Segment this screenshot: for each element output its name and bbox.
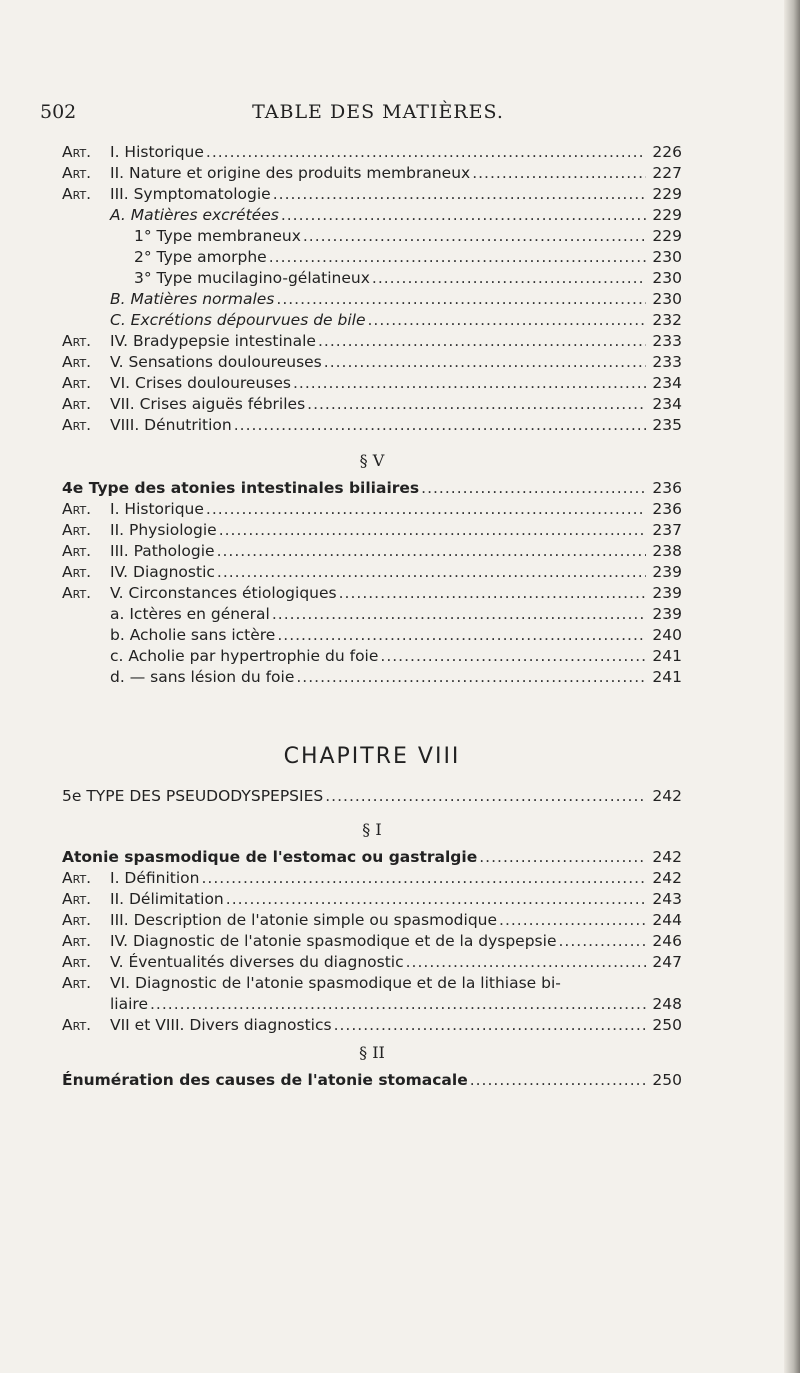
leader-dots	[303, 226, 646, 247]
page-ref: 230	[652, 269, 682, 287]
page-ref: 243	[652, 890, 682, 908]
toc-type-pseudodyspepsies[interactable]	[62, 786, 682, 807]
leader-dots	[269, 247, 646, 268]
art-abbrev: Art.	[62, 1016, 92, 1034]
toc-entry[interactable]	[62, 562, 682, 583]
page-ref: 227	[652, 164, 682, 182]
toc-subentry[interactable]	[62, 604, 682, 625]
leader-dots	[281, 205, 646, 226]
entry-label: c. Acholie par hypertrophie du foie	[110, 647, 379, 665]
art-abbrev: Art.	[62, 185, 92, 203]
toc-heading-biliaires[interactable]	[62, 478, 682, 499]
page-ref: 239	[652, 584, 682, 602]
page-ref: 239	[652, 605, 682, 623]
type-label: TYPE DES PSEUDODYSPEPSIES	[86, 787, 324, 805]
toc-heading-atonie[interactable]	[62, 847, 682, 868]
leader-dots	[325, 786, 646, 807]
page-ref: 242	[652, 787, 682, 805]
art-abbrev: Art.	[62, 953, 92, 971]
toc-entry[interactable]	[62, 415, 682, 436]
entry-label: VII et VIII. Divers diagnostics	[110, 1016, 332, 1034]
art-abbrev: Art.	[62, 932, 92, 950]
entry-label: A. Matières excrétées	[110, 206, 279, 224]
art-abbrev: Art.	[62, 521, 92, 539]
page-ref: 230	[652, 248, 682, 266]
entry-label: V. Sensations douloureuses	[110, 353, 322, 371]
toc-heading-enumeration[interactable]	[62, 1070, 682, 1091]
leader-dots	[339, 583, 646, 604]
leader-dots	[296, 667, 646, 688]
entry-label: III. Description de l'atonie simple ou spasmodique	[110, 911, 498, 929]
leader-dots	[206, 142, 646, 163]
page-ref: 241	[652, 647, 682, 665]
leader-dots	[421, 478, 646, 499]
entry-label: V. Éventualités diverses du diagnostic	[110, 953, 404, 971]
entry-label: I. Définition	[110, 869, 200, 887]
page-ref: 238	[652, 542, 682, 560]
page-ref: 250	[652, 1071, 682, 1089]
art-abbrev: Art.	[62, 416, 92, 434]
chapter-title: CHAPITRE VIII	[283, 744, 461, 769]
entry-label: I. Historique	[110, 500, 204, 518]
leader-dots	[217, 541, 646, 562]
running-title: TABLE DES MATIÈRES.	[252, 101, 504, 123]
page-ref: 233	[652, 332, 682, 350]
toc-entry[interactable]	[62, 868, 682, 889]
toc-subentry[interactable]	[62, 226, 682, 247]
toc-subentry[interactable]	[62, 646, 682, 667]
art-abbrev: Art.	[62, 332, 92, 350]
page-number: 502	[40, 101, 77, 123]
leader-dots	[472, 163, 646, 184]
art-abbrev: Art.	[62, 542, 92, 560]
section-mark-ii: § II	[359, 1043, 385, 1062]
toc-entry[interactable]	[62, 352, 682, 373]
page-ref: 244	[652, 911, 682, 929]
art-abbrev: Art.	[62, 353, 92, 371]
page-header	[40, 101, 716, 131]
leader-dots	[276, 289, 646, 310]
page-ref: 237	[652, 521, 682, 539]
page-ref: 226	[652, 143, 682, 161]
art-abbrev: Art.	[62, 584, 92, 602]
page-ref: 229	[652, 227, 682, 245]
entry-label: IV. Bradypepsie intestinale	[110, 332, 316, 350]
art-abbrev: Art.	[62, 143, 92, 161]
leader-dots	[380, 646, 646, 667]
leader-dots	[499, 910, 646, 931]
leader-dots	[226, 889, 646, 910]
entry-label: 2° Type amorphe	[134, 248, 267, 266]
entry-label: II. Nature et origine des produits membraneux	[110, 164, 471, 182]
art-abbrev: Art.	[62, 563, 92, 581]
page-ref: 250	[652, 1016, 682, 1034]
toc-subentry[interactable]	[62, 247, 682, 268]
art-abbrev: Art.	[62, 374, 92, 392]
page-ref: 229	[652, 185, 682, 203]
page-ref: 236	[652, 479, 682, 497]
page-ref: 239	[652, 563, 682, 581]
page-ref: 240	[652, 626, 682, 644]
entry-label: C. Excrétions dépourvues de bile	[110, 311, 366, 329]
art-abbrev: Art.	[62, 869, 92, 887]
leader-dots	[219, 520, 646, 541]
leader-dots	[307, 394, 646, 415]
entry-label: B. Matières normales	[110, 290, 275, 308]
page-ref: 242	[652, 869, 682, 887]
toc-entry[interactable]	[62, 373, 682, 394]
toc-entry[interactable]	[62, 163, 682, 184]
toc-entry[interactable]	[62, 541, 682, 562]
toc-entry[interactable]	[62, 142, 682, 163]
toc-entry-art-vii[interactable]	[62, 1015, 682, 1036]
table-of-contents	[62, 142, 682, 1091]
entry-label: VIII. Dénutrition	[110, 416, 232, 434]
toc-subentry[interactable]	[62, 667, 682, 688]
toc-entry[interactable]	[62, 952, 682, 973]
toc-entry[interactable]	[62, 889, 682, 910]
leader-dots	[234, 415, 646, 436]
page-ref: 232	[652, 311, 682, 329]
entry-label: 1° Type membraneux	[134, 227, 301, 245]
toc-entry[interactable]	[62, 394, 682, 415]
leader-dots	[272, 604, 646, 625]
leader-dots	[334, 1015, 646, 1036]
type-prefix: 5e	[62, 787, 82, 805]
entry-label: II. Physiologie	[110, 521, 217, 539]
art-abbrev: Art.	[62, 911, 92, 929]
leader-dots	[368, 310, 647, 331]
page-edge-shadow	[784, 0, 800, 1373]
toc-subentry[interactable]	[62, 205, 682, 226]
heading-label: Type des atonies intestinales biliaires	[88, 479, 420, 497]
type-prefix: 4e	[62, 479, 84, 497]
page-ref: 234	[652, 395, 682, 413]
leader-dots	[293, 373, 646, 394]
page-ref: 229	[652, 206, 682, 224]
entry-label: IV. Diagnostic	[110, 563, 215, 581]
entry-label: III. Symptomatologie	[110, 185, 271, 203]
entry-label: b. Acholie sans ictère	[110, 626, 276, 644]
entry-label: VII. Crises aiguës fébriles	[110, 395, 306, 413]
toc-subentry[interactable]	[62, 625, 682, 646]
page-ref: 234	[652, 374, 682, 392]
entry-label: V. Circonstances étiologiques	[110, 584, 337, 602]
entry-label: liaire	[110, 995, 148, 1013]
leader-dots	[277, 625, 646, 646]
page-ref: 246	[652, 932, 682, 950]
leader-dots	[470, 1070, 646, 1091]
leader-dots	[273, 184, 646, 205]
leader-dots	[217, 562, 646, 583]
section-mark-v: § V	[359, 451, 385, 470]
entry-label: IV. Diagnostic de l'atonie spasmodique et de la dyspepsie	[110, 932, 557, 950]
entry-label: I. Historique	[110, 143, 204, 161]
leader-dots	[206, 499, 646, 520]
heading-label: Atonie spasmodique de l'estomac ou gastralgie	[62, 848, 478, 866]
entry-label: 3° Type mucilagino-gélatineux	[134, 269, 370, 287]
toc-subentry[interactable]	[62, 289, 682, 310]
leader-dots	[372, 268, 646, 289]
leader-dots	[201, 868, 646, 889]
toc-entry[interactable]	[62, 910, 682, 931]
page-ref: 248	[652, 995, 682, 1013]
page-ref: 242	[652, 848, 682, 866]
leader-dots	[558, 931, 646, 952]
toc-entry[interactable]	[62, 520, 682, 541]
toc-entry-art-vi-line1[interactable]	[62, 973, 682, 994]
entry-label: III. Pathologie	[110, 542, 215, 560]
entry-label: VI. Diagnostic de l'atonie spasmodique et de la lithiase bi-	[110, 974, 561, 992]
leader-dots	[479, 847, 646, 868]
leader-dots	[324, 352, 646, 373]
section-mark-i: § I	[362, 820, 382, 839]
toc-subentry[interactable]	[62, 310, 682, 331]
toc-entry[interactable]	[62, 331, 682, 352]
toc-entry-art-vi-line2[interactable]	[62, 994, 682, 1015]
page-ref: 241	[652, 668, 682, 686]
entry-label: II. Délimitation	[110, 890, 224, 908]
page-ref: 236	[652, 500, 682, 518]
art-abbrev: Art.	[62, 164, 92, 182]
entry-label: d. — sans lésion du foie	[110, 668, 295, 686]
page-ref: 230	[652, 290, 682, 308]
art-abbrev: Art.	[62, 500, 92, 518]
page-ref: 233	[652, 353, 682, 371]
page-ref: 247	[652, 953, 682, 971]
entry-label: VI. Crises douloureuses	[110, 374, 291, 392]
art-abbrev: Art.	[62, 395, 92, 413]
page-ref: 235	[652, 416, 682, 434]
art-abbrev: Art.	[62, 890, 92, 908]
leader-dots	[318, 331, 646, 352]
leader-dots	[406, 952, 646, 973]
art-abbrev: Art.	[62, 974, 92, 992]
toc-subentry[interactable]	[62, 268, 682, 289]
toc-entry[interactable]	[62, 583, 682, 604]
toc-entry[interactable]	[62, 931, 682, 952]
heading-label: Énumération des causes de l'atonie stomacale	[62, 1071, 468, 1089]
toc-entry[interactable]	[62, 184, 682, 205]
leader-dots	[150, 994, 646, 1015]
toc-entry[interactable]	[62, 499, 682, 520]
entry-label: a. Ictères en géneral	[110, 605, 270, 623]
